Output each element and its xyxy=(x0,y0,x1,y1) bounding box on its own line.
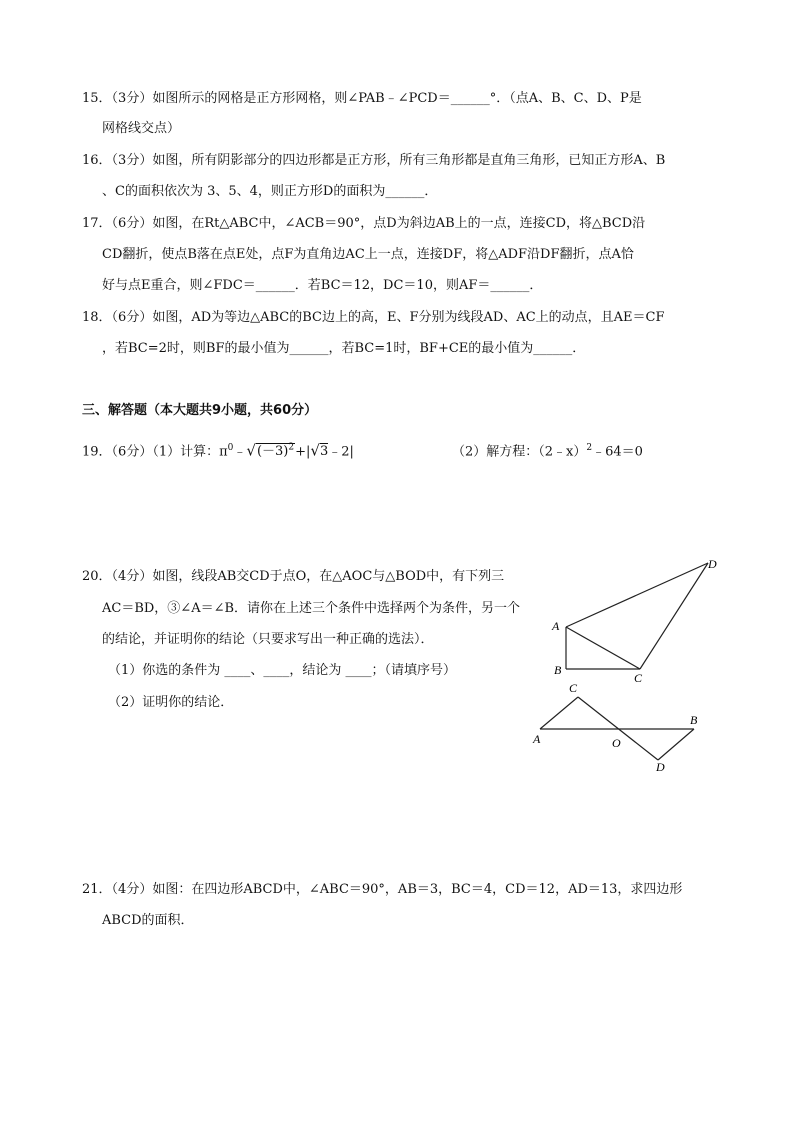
q20-line3: 的结论，并证明你的结论（只要求写出一种正确的选法）． xyxy=(102,632,434,647)
fig-top-edge-ac xyxy=(566,627,640,669)
q17-line2: CD翻折，使点B落在点E处，点F为直角边AC上一点，连接DF，将△ADF沿DF翻折，点A恰 xyxy=(102,247,634,262)
q20-line5: （2）证明你的结论． xyxy=(108,695,234,710)
q21-line2: ABCD的面积． xyxy=(102,913,194,928)
q19-exponent-zero: 0 xyxy=(227,443,234,453)
fig-top-label-a: A xyxy=(552,619,560,633)
q18-line2: ，若BC=2时，则BF的最小值为______，若BC=1时，BF+CE的最小值为______． xyxy=(102,341,586,356)
q21-line1: 21．（4分）如图：在四边形ABCD中，∠ABC＝90°，AB＝3，BC＝4，CD＝12，AD＝13，求四边形 xyxy=(82,882,683,897)
q19-part2 xyxy=(452,440,643,460)
fig-bottom-edge-ac xyxy=(540,697,578,729)
q16-line1: 16．（3分）如图，所有阴影部分的四边形都是正方形，所有三角形都是直角三角形，已知正方形A、B xyxy=(82,153,666,168)
fig-bottom-edge-bd xyxy=(658,729,694,760)
section-heading: 三、解答题（本大题共9小题，共60分） xyxy=(82,403,318,418)
q19-sqrt3: 3 xyxy=(319,444,329,460)
fig-top-label-d: D xyxy=(708,557,717,571)
q19-end: ﹣2| xyxy=(328,444,354,460)
fig-top-label-b: B xyxy=(554,663,562,677)
q15-line1: 15．（3分）如图所示的网格是正方形网格，则∠PAB﹣∠PCD＝______°．（点A、B、C、D、P是 xyxy=(82,91,642,106)
q19-part1 xyxy=(82,440,354,460)
q19-minus: ﹣ xyxy=(233,444,247,460)
q19-tail: +| xyxy=(295,444,311,460)
fig-bottom-label-o: O xyxy=(612,736,621,750)
sqrt-icon: √ xyxy=(246,441,256,460)
sqrt-icon: √ xyxy=(310,441,320,460)
q19-radicand-exponent: 2 xyxy=(288,443,295,453)
fig-bottom-label-d: D xyxy=(656,760,665,774)
q19-part1-prefix: 19．（6分）（1）计算：π xyxy=(82,444,228,460)
q19-part2-end: ﹣64＝0 xyxy=(592,444,643,460)
fig-bottom-label-a: A xyxy=(533,732,541,746)
q17-line3: 好与点E重合，则∠FDC＝______．若BC＝12，DC＝10，则AF＝______． xyxy=(102,278,543,293)
q19-part2-prefix: （2）解方程：（2﹣x） xyxy=(452,444,587,460)
q18-line1: 18．（6分）如图，AD为等边△ABC的BC边上的高，E、F分别为线段AD、AC上的动点，且AE＝CF xyxy=(82,310,665,325)
fig-bottom-label-c: C xyxy=(569,681,578,695)
fig-bottom-segment-cd xyxy=(578,697,658,760)
q20-line4: （1）你选的条件为 ____、____，结论为 ____；（请填序号） xyxy=(108,663,457,678)
q15-line2: 网格线交点） xyxy=(102,121,181,136)
q19-radicand-base: (－3) xyxy=(256,444,289,460)
fig-top-edge-dc xyxy=(640,563,708,669)
fig-top-edge-ad xyxy=(566,563,708,627)
q17-line1: 17．（6分）如图，在Rt△ABC中，∠ACB＝90°，点D为斜边AB上的一点，连接CD，将△BCD沿 xyxy=(82,216,646,231)
q19-part2-exponent: 2 xyxy=(586,443,593,453)
q20-line1: 20．（4分）如图，线段AB交CD于点O，在△AOC与△BOD中，有下列三 xyxy=(82,569,505,584)
q16-line2: 、C的面积依次为 3、5、4，则正方形D的面积为______． xyxy=(102,184,438,199)
fig-bottom-label-b: B xyxy=(690,713,698,727)
q19-radicand xyxy=(256,443,295,459)
q20-line2: AC＝BD，③∠A＝∠B．请你在上述三个条件中选择两个为条件，另一个 xyxy=(102,601,521,616)
fig-top-label-c: C xyxy=(634,671,643,685)
